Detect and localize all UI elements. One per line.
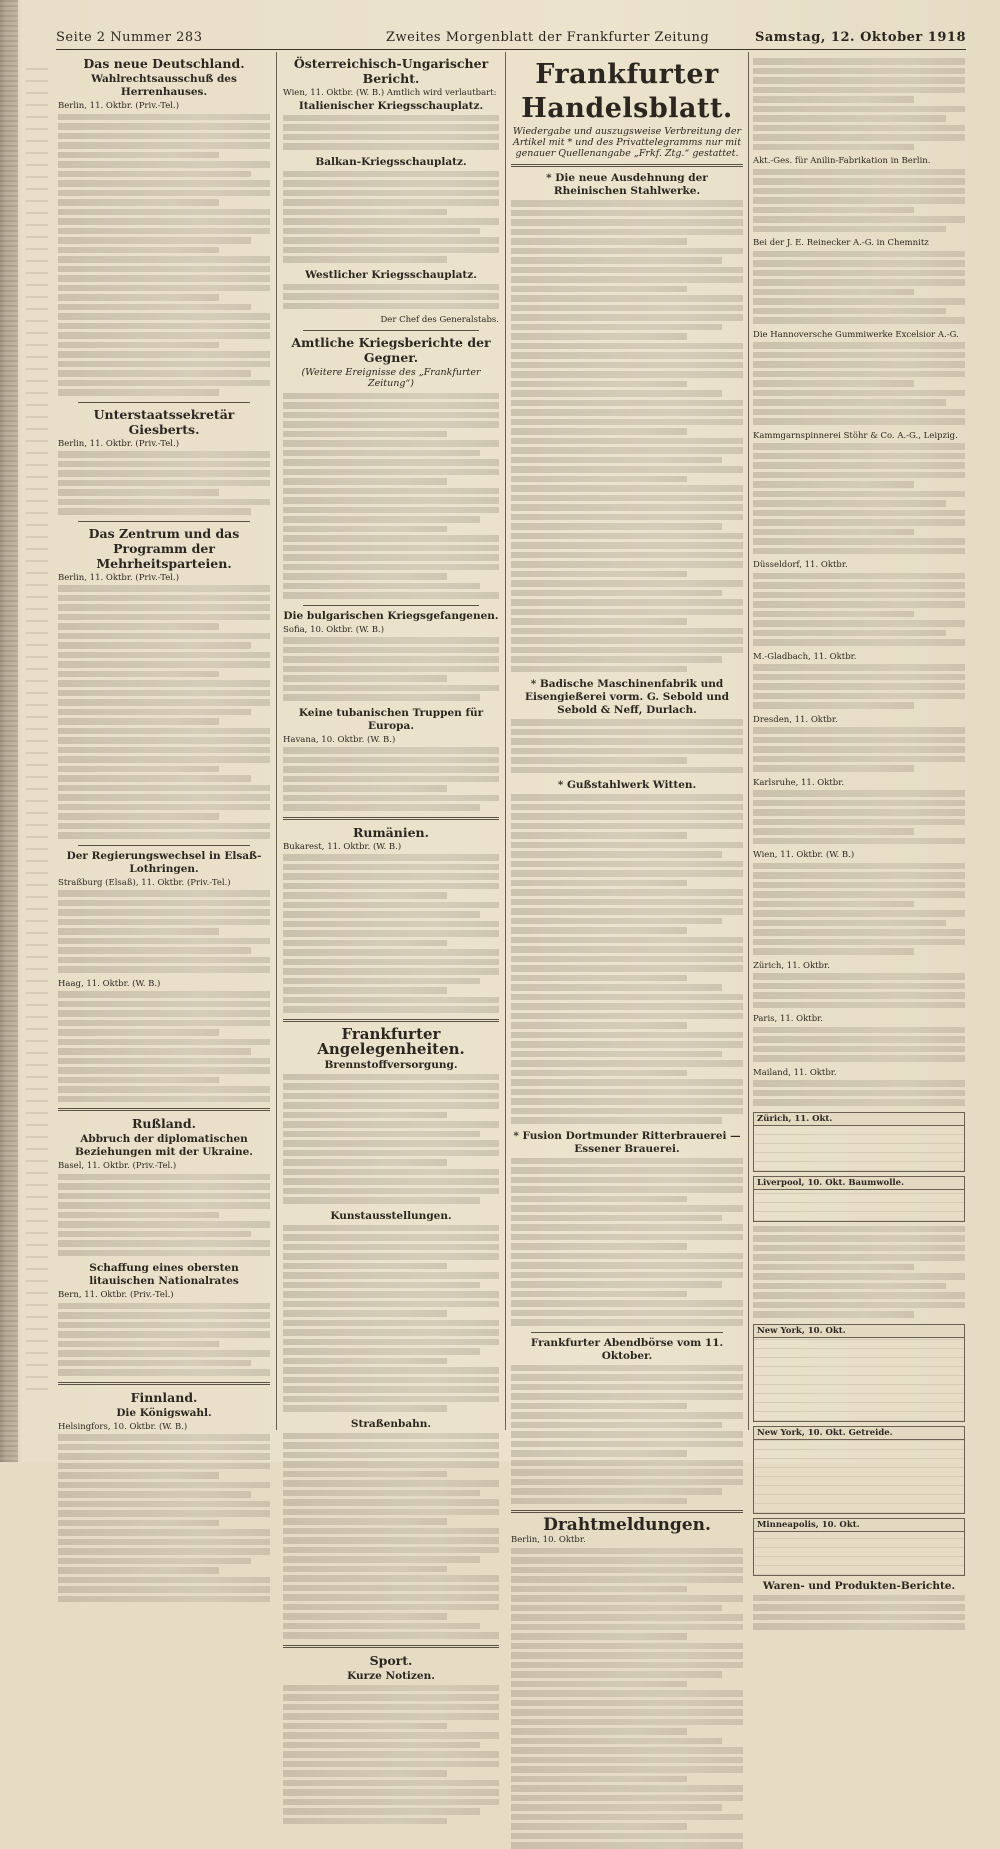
body-text xyxy=(58,585,270,839)
body-text xyxy=(753,1027,965,1062)
body-text xyxy=(511,200,743,672)
divider xyxy=(531,1332,723,1333)
body-text xyxy=(511,1365,743,1505)
body-text xyxy=(753,1226,965,1318)
dateline: Straßburg (Elsaß), 11. Oktbr. (Priv.-Tel.) xyxy=(58,877,231,888)
binding-edge xyxy=(0,0,18,1462)
dateline: Sofia, 10. Oktbr. (W. B.) xyxy=(283,624,385,635)
price-table xyxy=(753,1426,965,1514)
body-text xyxy=(283,115,499,150)
body-text xyxy=(283,393,499,599)
section-subtitle: Abbruch der diplomatischen Beziehungen mit der Ukraine. xyxy=(75,1133,253,1158)
section-subtitle: (Weitere Ereignisse des „Frankfurter Zeitung“) xyxy=(301,366,481,389)
body-text xyxy=(753,58,965,150)
divider xyxy=(303,330,479,331)
body-text xyxy=(58,1434,270,1602)
price-table xyxy=(753,1112,965,1172)
body-text xyxy=(753,973,965,1008)
body-text xyxy=(511,1548,743,1849)
subheading: Kurze Notizen. xyxy=(347,1669,435,1682)
dateline: Bukarest, 11. Oktbr. (W. B.) xyxy=(283,841,402,852)
dateline: Bern, 11. Oktbr. (Priv.-Tel.) xyxy=(58,1290,174,1300)
section-title: Österreichisch-Ungarischer Bericht. xyxy=(293,56,489,86)
notice-heading: Wien, 11. Oktbr. (W. B.) xyxy=(753,850,855,860)
divider xyxy=(58,1382,270,1385)
divider xyxy=(303,605,479,606)
section-title: Waren- und Produkten-Berichte. xyxy=(762,1579,956,1592)
body-text xyxy=(283,171,499,263)
notice-heading: M.-Gladbach, 11. Oktbr. xyxy=(753,651,857,662)
column-3 xyxy=(511,56,743,1545)
subheading: Kunstausstellungen. xyxy=(330,1209,452,1222)
table-title: Zürich, 11. Okt. xyxy=(754,1113,964,1126)
column-4 xyxy=(753,56,965,1592)
header-rule xyxy=(56,49,966,50)
column-2 xyxy=(283,56,499,1682)
subheading: Westlicher Kriegsschauplatz. xyxy=(305,268,477,281)
body-text xyxy=(511,794,743,1124)
body-text xyxy=(58,991,270,1102)
body-text xyxy=(753,443,965,554)
signature: Der Chef des Generalstabs. xyxy=(380,315,499,325)
body-text xyxy=(753,169,965,233)
bleed-through xyxy=(26,60,48,1400)
section-title: Das Zentrum und das Programm der Mehrheitsparteien. xyxy=(88,525,240,571)
divider xyxy=(283,817,499,820)
body-text xyxy=(58,114,270,396)
header-date: Samstag, 12. Oktober 1918 xyxy=(754,30,966,45)
divider xyxy=(283,1645,499,1648)
section-title: * Fusion Dortmunder Ritterbrauerei — Essener Brauerei. xyxy=(513,1129,741,1155)
body-text xyxy=(753,573,965,646)
body-text xyxy=(753,863,965,955)
body-text xyxy=(511,719,743,773)
body-text xyxy=(753,1595,965,1630)
subheading: Straßenbahn. xyxy=(350,1417,432,1430)
body-text xyxy=(58,890,270,973)
section-title: Frankfurter Abendbörse vom 11. Oktober. xyxy=(530,1336,724,1362)
masthead: Frankfurter Handelsblatt. xyxy=(521,59,733,124)
dateline: Berlin, 11. Oktbr. (Priv.-Tel.) xyxy=(58,101,180,111)
dateline: Haag, 11. Oktbr. (W. B.) xyxy=(58,978,161,989)
table-title: Minneapolis, 10. Okt. xyxy=(754,1519,964,1532)
body-text xyxy=(753,251,965,324)
divider xyxy=(511,1510,743,1513)
section-title: * Gußstahlwerk Witten. xyxy=(557,779,697,791)
notice-heading: Akt.-Ges. für Anilin-Fabrikation in Berlin. xyxy=(753,156,931,166)
divider xyxy=(78,402,250,403)
section-title: * Die neue Ausdehnung der Rheinischen Stahlwerke. xyxy=(546,172,708,197)
body-text xyxy=(58,451,270,515)
section-subtitle: Wahlrechtsausschuß des Herrenhauses. xyxy=(91,73,237,98)
section-title: Amtliche Kriegsberichte der Gegner. xyxy=(291,334,491,365)
section-title: Rußland. xyxy=(131,1116,196,1131)
body-text xyxy=(283,747,499,811)
header-edition: Zweites Morgenblatt der Frankfurter Zeitung xyxy=(386,30,710,45)
body-text xyxy=(283,854,499,1013)
notice-heading: Die Hannoversche Gummiwerke Excelsior A.-G. xyxy=(753,329,959,340)
column-rule xyxy=(748,52,749,1430)
section-title: Sport. xyxy=(369,1652,413,1668)
column-rule xyxy=(505,52,506,1430)
notice-heading: Karlsruhe, 11. Oktbr. xyxy=(753,777,845,788)
divider xyxy=(283,1019,499,1022)
body-text xyxy=(753,1080,965,1106)
header-page-number: Seite 2 Nummer 283 xyxy=(56,30,203,45)
masthead-subtitle: Wiedergabe und auszugsweise Verbreitung der Artikel mit * und des Privattelegramms nur mit genauer Quellenangabe „Frkf. Ztg.“ gestattet. xyxy=(512,126,742,159)
column-rule xyxy=(276,52,277,1430)
notice-heading: Mailand, 11. Oktbr. xyxy=(753,1067,837,1078)
dateline: Berlin, 11. Oktbr. (Priv.-Tel.) xyxy=(58,572,180,583)
page-header xyxy=(56,30,966,48)
divider xyxy=(78,845,250,846)
dateline: Helsingfors, 10. Oktbr. (W. B.) xyxy=(58,1421,188,1432)
body-text xyxy=(58,1174,270,1257)
section-title: Das neue Deutschland. xyxy=(83,56,245,71)
notice-heading: Bei der J. E. Reinecker A.-G. in Chemnitz xyxy=(753,238,929,248)
notice-heading: Düsseldorf, 11. Oktbr. xyxy=(753,560,848,570)
notice-heading: Dresden, 11. Oktbr. xyxy=(753,714,838,725)
column-1 xyxy=(58,56,270,1432)
body-text xyxy=(283,284,499,310)
dateline: Basel, 11. Oktbr. (Priv.-Tel.) xyxy=(58,1161,177,1171)
subheading: Italienischer Kriegsschauplatz. xyxy=(298,99,484,112)
section-title: Frankfurter Angelegenheiten. xyxy=(317,1024,465,1058)
section-title: Unterstaatssekretär Giesberts. xyxy=(93,406,235,437)
price-table xyxy=(753,1518,965,1576)
body-text xyxy=(283,1685,499,1825)
section-title: Schaffung eines obersten litauischen Nationalrates xyxy=(89,1262,239,1287)
notice-heading: Paris, 11. Oktbr. xyxy=(753,1014,823,1024)
subheading: Balkan-Kriegsschauplatz. xyxy=(315,155,467,168)
divider xyxy=(78,521,250,522)
body-text xyxy=(753,727,965,772)
table-title: New York, 10. Okt. xyxy=(754,1325,964,1338)
section-title: Der Regierungswechsel in Elsaß-Lothringen. xyxy=(66,849,262,875)
body-text xyxy=(753,342,965,425)
notice-heading: Zürich, 11. Oktbr. xyxy=(753,960,830,971)
divider xyxy=(511,164,743,167)
section-title: Finnland. xyxy=(130,1389,198,1405)
divider xyxy=(58,1108,270,1111)
body-text xyxy=(283,637,499,701)
dateline: Wien, 11. Oktbr. (W. B.) Amtlich wird verlautbart: xyxy=(283,88,497,98)
section-title: * Badische Maschinenfabrik und Eisengießerei vorm. G. Sebold und Sebold & Neff, Durlach. xyxy=(525,678,729,716)
body-text xyxy=(283,1225,499,1412)
body-text xyxy=(283,1074,499,1204)
body-text xyxy=(283,1433,499,1639)
body-text xyxy=(511,1158,743,1326)
body-text xyxy=(753,664,965,709)
section-title: Keine tubanischen Truppen für Europa. xyxy=(298,706,484,732)
body-text xyxy=(753,790,965,844)
notice-heading: Kammgarnspinnerei Stöhr & Co. A.-G., Leipzig. xyxy=(753,430,958,441)
price-table xyxy=(753,1324,965,1422)
body-text xyxy=(58,1303,270,1376)
table-title: New York, 10. Okt. Getreide. xyxy=(754,1427,964,1440)
section-title: Die bulgarischen Kriegsgefangenen. xyxy=(283,609,499,622)
dateline: Havana, 10. Oktbr. (W. B.) xyxy=(283,734,396,745)
section-subtitle: Die Königswahl. xyxy=(116,1406,212,1419)
dateline: Berlin, 11. Oktbr. (Priv.-Tel.) xyxy=(58,438,180,449)
price-table xyxy=(753,1176,965,1222)
dateline: Berlin, 10. Oktbr. xyxy=(511,1535,586,1545)
section-title: Rumänien. xyxy=(352,824,430,840)
table-title: Liverpool, 10. Okt. Baumwolle. xyxy=(754,1177,964,1190)
section-title: Drahtmeldungen. xyxy=(543,1515,711,1535)
subheading: Brennstoffversorgung. xyxy=(324,1058,458,1071)
